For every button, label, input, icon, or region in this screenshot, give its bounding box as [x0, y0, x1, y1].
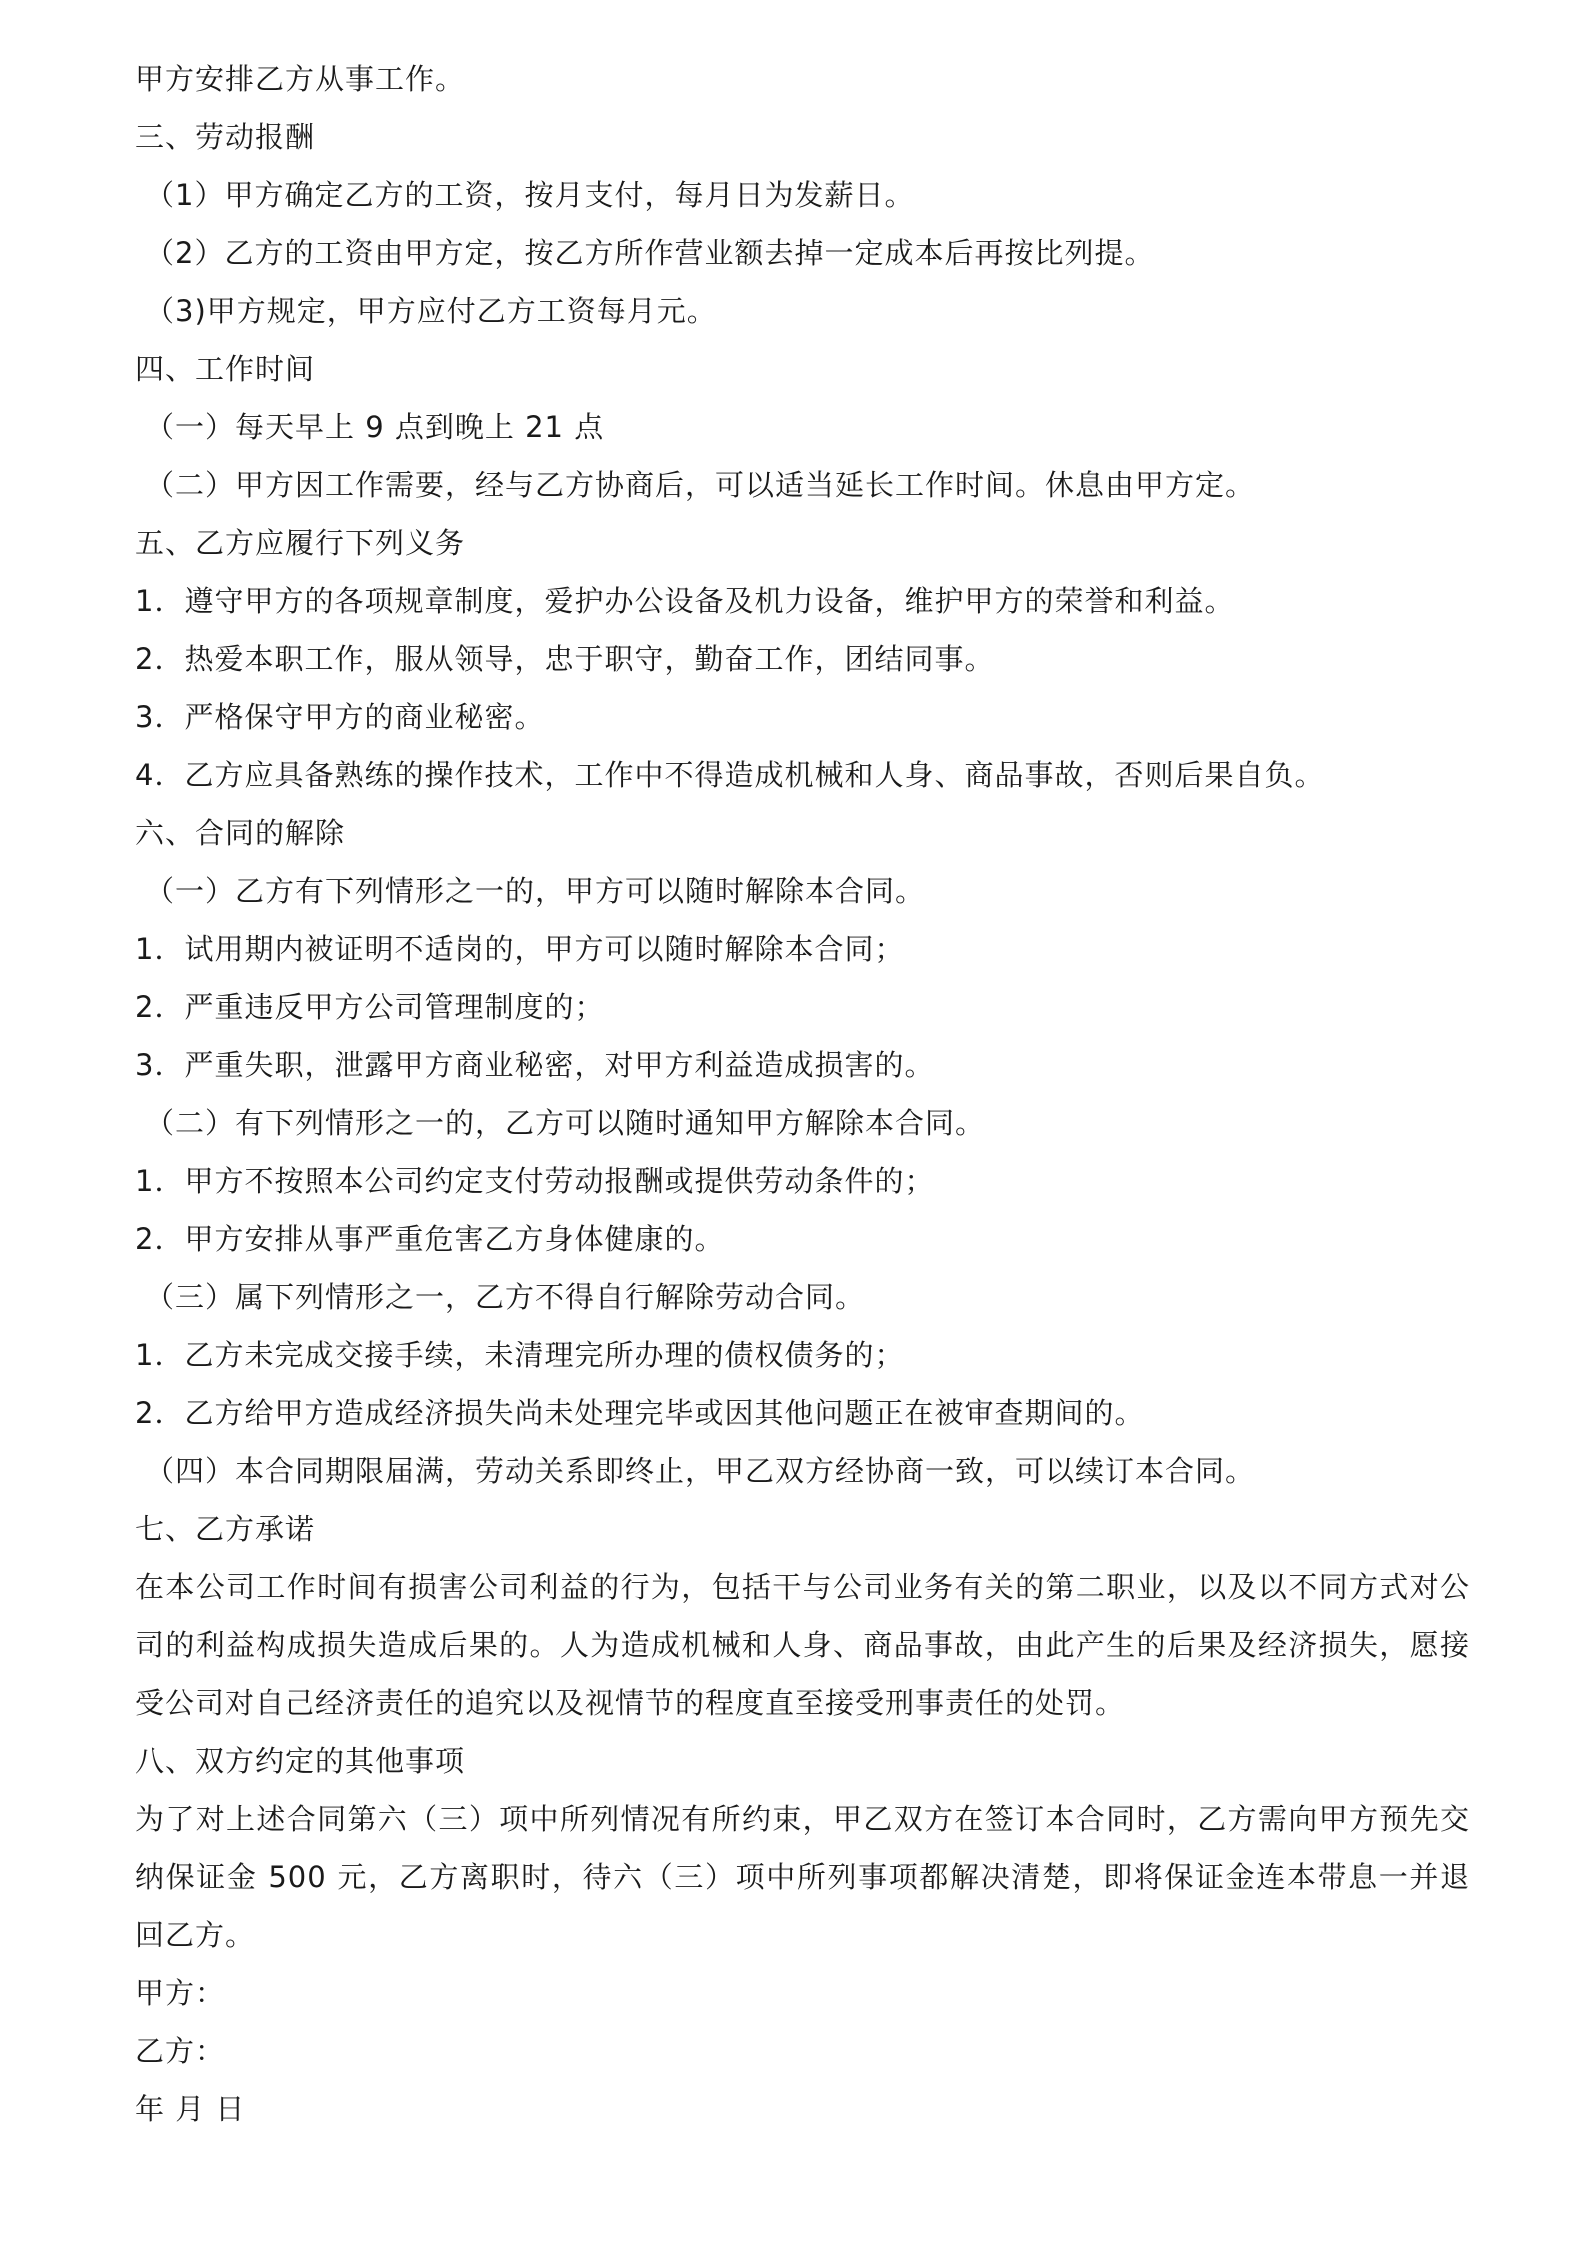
text-line: 2．热爱本职工作，服从领导，忠于职守，勤奋工作，团结同事。 — [135, 642, 995, 676]
text-line: 1．甲方不按照本公司约定支付劳动报酬或提供劳动条件的； — [135, 1164, 935, 1198]
signature-date: 年 月 日 — [135, 2092, 246, 2126]
text-line: 2．甲方安排从事严重危害乙方身体健康的。 — [135, 1222, 725, 1256]
paragraph-other-terms: 为了对上述合同第六（三）项中所列情况有所约束，甲乙双方在签订本合同时，乙方需向甲方预先交纳保证金 500 元，乙方离职时，待六（三）项中所列事项都解决清楚，即将保证金连本带息一并退回乙方。 — [135, 1802, 1470, 1952]
text-line: 甲方安排乙方从事工作。 — [135, 62, 466, 96]
text-line: （一）每天早上 9 点到晚上 21 点 — [145, 410, 605, 444]
paragraph-commitment: 在本公司工作时间有损害公司利益的行为，包括干与公司业务有关的第二职业，以及以不同方式对公司的利益构成损失造成后果的。人为造成机械和人身、商品事故，由此产生的后果及经济损失，愿接受公司对自己经济责任的追究以及视情节的程度直至接受刑事责任的处罚。 — [135, 1570, 1470, 1720]
text-line: （三）属下列情形之一，乙方不得自行解除劳动合同。 — [145, 1280, 866, 1314]
section-heading-4: 四、工作时间 — [135, 352, 316, 386]
section-heading-8: 八、双方约定的其他事项 — [135, 1744, 466, 1778]
text-line: 1．遵守甲方的各项规章制度，爱护办公设备及机力设备，维护甲方的荣誉和利益。 — [135, 584, 1235, 618]
text-line: （2）乙方的工资由甲方定，按乙方所作营业额去掉一定成本后再按比列提。 — [145, 236, 1155, 270]
text-line: 1．乙方未完成交接手续，未清理完所办理的债权债务的； — [135, 1338, 905, 1372]
text-line: 1．试用期内被证明不适岗的，甲方可以随时解除本合同； — [135, 932, 905, 966]
text-line: 2．乙方给甲方造成经济损失尚未处理完毕或因其他问题正在被审查期间的。 — [135, 1396, 1145, 1430]
text-line: （1）甲方确定乙方的工资，按月支付，每月日为发薪日。 — [145, 178, 915, 212]
text-line: （3)甲方规定，甲方应付乙方工资每月元。 — [145, 294, 717, 328]
section-heading-7: 七、乙方承诺 — [135, 1512, 316, 1546]
signature-party-b: 乙方： — [135, 2034, 226, 2068]
text-line: 3．严格保守甲方的商业秘密。 — [135, 700, 545, 734]
text-line: （二）有下列情形之一的，乙方可以随时通知甲方解除本合同。 — [145, 1106, 986, 1140]
text-line: 2．严重违反甲方公司管理制度的； — [135, 990, 605, 1024]
text-line: （四）本合同期限届满，劳动关系即终止，甲乙双方经协商一致，可以续订本合同。 — [145, 1454, 1256, 1488]
section-heading-3: 三、劳动报酬 — [135, 120, 316, 154]
section-heading-5: 五、乙方应履行下列义务 — [135, 526, 466, 560]
text-line: 3．严重失职，泄露甲方商业秘密，对甲方利益造成损害的。 — [135, 1048, 935, 1082]
section-heading-6: 六、合同的解除 — [135, 816, 346, 850]
signature-party-a: 甲方： — [135, 1976, 226, 2010]
contract-content — [135, 50, 1470, 2138]
text-line: （二）甲方因工作需要，经与乙方协商后，可以适当延长工作时间。休息由甲方定。 — [145, 468, 1256, 502]
text-line: 4．乙方应具备熟练的操作技术，工作中不得造成机械和人身、商品事故，否则后果自负。 — [135, 758, 1325, 792]
text-line: （一）乙方有下列情形之一的，甲方可以随时解除本合同。 — [145, 874, 926, 908]
